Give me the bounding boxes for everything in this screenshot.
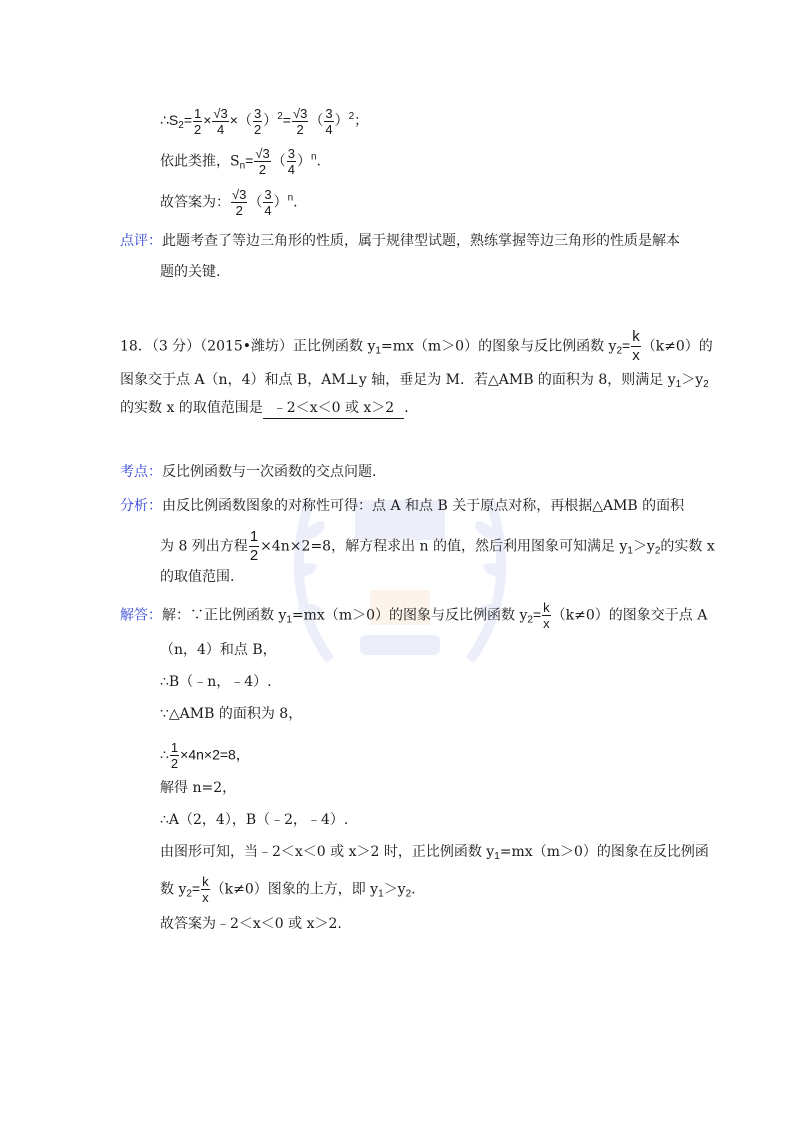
jieda-line-5: ∴ $\frac{1}{2}$ ×4n×2=8， [160, 740, 250, 771]
q18-line-1: 18．（3 分）（2015•潍坊）正比例函数 $y_1=mx(m>0)$的图象与反比例函数 $y_2=$ $\frac{k}{x}$ （k≠0）的 [120, 328, 713, 364]
fraction: $\frac{3}{2}$ [253, 106, 262, 137]
fraction: $\frac{√3}{4}$ [213, 106, 228, 137]
fraction: $\frac{√3}{2}$ [255, 146, 270, 177]
fraction: $\frac{1}{2}$ [249, 528, 259, 564]
top-line-1: $\therefore S_2=$ $\frac{1}{2}$ × $\frac{√3}{4}$ ×（ $\frac{3}{2}$ ）$^2$= $\frac{√3}{2}$ （ $\frac{3}{4}$ ）$^2$； [160, 106, 369, 137]
comment-line-2: 题的关键. [160, 264, 221, 280]
fraction: $\frac{√3}{2}$ [232, 187, 247, 218]
fraction: $\frac{1}{2}$ [194, 106, 202, 137]
fenxi-label: 分析： [120, 498, 162, 514]
jieda-line-6: 解得 n=2， [160, 780, 237, 796]
comment-line-1: 点评：此题考查了等边三角形的性质，属于规律型试题，熟练掌握等边三角形的性质是解本 [120, 233, 680, 249]
jieda-label: 解答： [120, 607, 162, 624]
jieda-line-1: 解答：解：∵正比例函数 $y_1=mx(m>0)$的图象与反比例函数 $y_2=$ $\frac{k}{x}$ （k≠0）的图象交于点 A [120, 600, 708, 631]
fenxi-line-3: 的取值范围. [160, 569, 235, 585]
jieda-line-10: 故答案为﹣2＜x＜0 或 x＞2. [160, 916, 342, 932]
comment-label: 点评： [120, 233, 162, 249]
fraction: $\frac{√3}{2}$ [292, 106, 308, 137]
q18-line-2: 图象交于点 A（n，4）和点 B，AM⊥y 轴，垂足为 M．若△AMB 的面积为 8，则满足 $y_1>y_2$ [120, 372, 709, 390]
jieda-line-7: ∴A（2，4），B（﹣2，﹣4）. [160, 812, 349, 828]
fraction: $\frac{k}{x}$ [543, 600, 550, 631]
top-answer-line: 故答案为： $\frac{√3}{2}$ （ $\frac{3}{4}$ ）$^n$. [160, 187, 298, 218]
jieda-line-4: ∵△AMB 的面积为 8， [160, 706, 303, 722]
fenxi-line-1: 分析：由反比例函数图象的对称性可得：点 A 和点 B 关于原点对称，再根据△AMB 的面积 [120, 498, 685, 514]
answer-blank: ﹣2＜x＜0 或 x＞2 [263, 398, 404, 419]
top-line-2: 依此类推，$S_n=$ $\frac{√3}{2}$ （ $\frac{3}{4}$ ）$^n$. [160, 146, 321, 177]
q18-line-3: 的实数 x 的取值范围是 ﹣2＜x＜0 或 x＞2 ． [120, 398, 418, 419]
jieda-line-2: （n，4）和点 B， [160, 642, 277, 658]
fraction: $\frac{3}{4}$ [325, 106, 333, 137]
fraction: $\frac{1}{2}$ [170, 740, 179, 771]
kaodian-label: 考点： [120, 464, 162, 480]
fraction: $\frac{3}{4}$ [287, 146, 295, 177]
jieda-line-3: ∴B（﹣n，﹣4）. [160, 674, 272, 690]
jieda-line-8: 由图形可知，当﹣2＜x＜0 或 x＞2 时，正比例函数 $y_1=mx(m>0)$的图象在反比例函 [160, 844, 709, 862]
fraction: $\frac{k}{x}$ [632, 328, 640, 364]
fraction: $\frac{3}{4}$ [264, 187, 272, 218]
jieda-line-9: 数 $y_2=$ $\frac{k}{x}$ （k≠0）图象的上方，即 $y_1>y_2$. [160, 874, 416, 905]
kaodian-line: 考点：反比例函数与一次函数的交点问题. [120, 464, 377, 480]
fraction: $\frac{k}{x}$ [202, 874, 209, 905]
fenxi-line-2: 为 8 列出方程 $\frac{1}{2}$ ×4n×2=8，解方程求出 n 的值，然后利用图象可知满足 $y_1>y_2$的实数 x [160, 528, 715, 564]
